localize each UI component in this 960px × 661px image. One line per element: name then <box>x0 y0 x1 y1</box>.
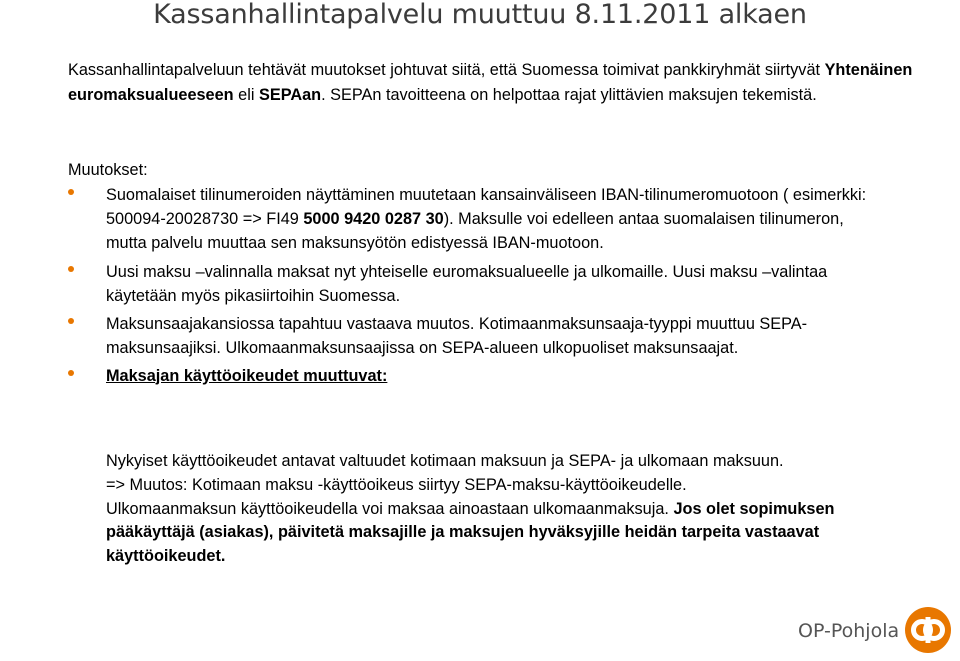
bullet-dot-icon <box>68 189 74 195</box>
intro-paragraph <box>68 58 928 107</box>
block-line-3-text: Ulkomaanmaksun käyttöoikeudella voi maksaa ainoastaan ulkomaanmaksuja. <box>106 499 674 518</box>
bullet-item <box>68 261 888 309</box>
bullet-list <box>68 180 888 388</box>
bullet-item <box>68 365 888 389</box>
intro-bold-2: SEPAan <box>258 85 322 104</box>
bullet-dot-icon <box>68 370 74 376</box>
intro-text-3: . SEPAn tavoitteena on helpottaa rajat ylittävien maksujen tekemistä. <box>321 85 817 104</box>
rights-change-block <box>106 450 896 569</box>
bullet-1-bold: 5000 9420 0287 30 <box>303 209 444 228</box>
intro-text-1: Kassanhallintapalveluun tehtävät muutokset johtuvat siitä, että Suomessa toimivat pankkiryhmät siirtyvät <box>68 61 825 79</box>
block-line-3 <box>106 498 896 569</box>
bullet-dot-icon <box>68 266 74 272</box>
bullet-dot-icon <box>68 318 74 324</box>
brand-name: OP-Pohjola <box>798 620 900 642</box>
bullet-1-text-a: Suomalaiset tilinumeroiden näyttäminen muutetaan kansainväliseen IBAN-tilinumeromuotoon ( esimerkki: 500094-20028730 => FI49 <box>106 186 867 228</box>
bullet-2-text: Uusi maksu –valinnalla maksat nyt yhteiselle euromaksualueelle ja ulkomaille. Uusi maksu –valintaa käytetään myös pikasiirtoihin Suomessa. <box>106 263 828 306</box>
changes-heading: Muutokset: <box>68 161 148 179</box>
page-title: Kassanhallintapalvelu muuttuu 8.11.2011 alkaen <box>153 0 807 30</box>
bullet-3-text: Maksunsaajakansiossa tapahtuu vastaava muutos. Kotimaanmaksunsaaja-tyyppi muuttuu SEPA-maksunsaajiksi. Ulkomaanmaksunsaajissa on SEPA-alueen ulkopuoliset maksunsaajat. <box>106 314 808 357</box>
bullet-1-text-b: ). Maksulle voi edelleen antaa suomalaisen tilinumeron, mutta palvelu muuttaa sen maksunsyötön edistyessä IBAN-muotoon. <box>106 209 844 252</box>
block-line-3-bold: Jos olet sopimuksen pääkäyttäjä (asiakas), päivitetä maksajille ja maksujen hyväksyjille heidän tarpeita vastaavat käyttöoikeudet. <box>106 499 835 566</box>
op-logo-icon <box>905 607 951 653</box>
block-line-2: => Muutos: Kotimaan maksu -käyttöoikeus siirtyy SEPA-maksu-käyttöoikeudelle. <box>106 475 687 494</box>
intro-text-2: eli <box>233 85 259 104</box>
bullet-4-text: Maksajan käyttöoikeudet muuttuvat: <box>106 366 388 385</box>
intro-bold-1: Yhtenäinen euromaksualueeseen <box>68 61 913 104</box>
bullet-item <box>68 313 888 361</box>
block-line-1: Nykyiset käyttöoikeudet antavat valtuudet kotimaan maksuun ja SEPA- ja ulkomaan maksuun. <box>106 452 784 470</box>
bullet-item <box>68 184 888 255</box>
